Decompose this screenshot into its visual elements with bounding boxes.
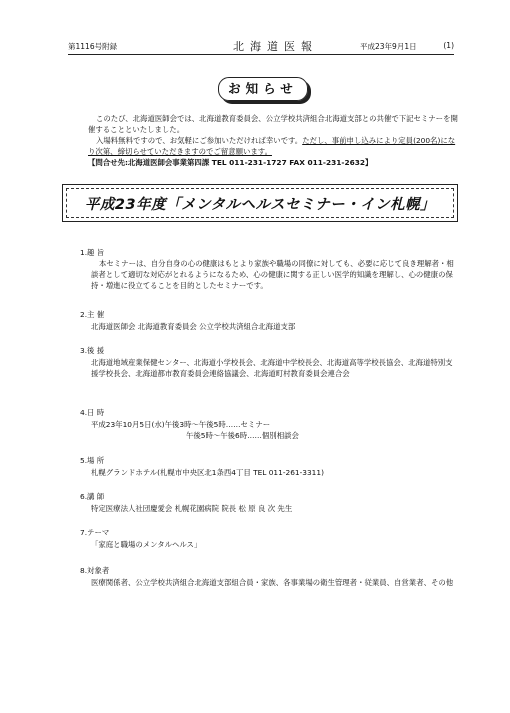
section-body: 北海道医師会 北海道教育委員会 公立学校共済組合北海道支部 — [91, 322, 296, 331]
seminar-title: 平成23年度「メンタルヘルスセミナー・イン札幌」 — [84, 197, 436, 213]
intro-free-admission: 入場料無料ですので、お気軽にご参加いただければ幸いです。 — [96, 136, 303, 145]
section-body: 札幌グランドホテル(札幌市中央区北1条西4丁目 TEL 011-261-3311) — [91, 468, 324, 477]
section-heading: 1.趣 旨 — [80, 248, 105, 257]
page-number: (1) — [443, 41, 454, 50]
schedule-consultation: 午後5時〜午後6時……個別相談会 — [186, 431, 299, 440]
section-heading: 2.主 催 — [80, 310, 105, 319]
section-heading: 4.日 時 — [80, 408, 105, 417]
issue-number: 第1116号附録 — [68, 42, 118, 51]
publication-title: 北海道医報 — [233, 40, 318, 53]
section-body: 特定医療法人社団慶愛会 札幌花園病院 院長 松 原 良 次 先生 — [91, 504, 293, 513]
section-body — [91, 419, 459, 441]
section-body: 医療関係者、公立学校共済組合北海道支部組合員・家族、各事業場の衛生管理者・従業員、自営業者、その他 — [91, 578, 454, 587]
intro-deadline-note: ただし、事前申し込みにより定員(200名)になり次第、締切らせていただきますのでご留意願います。 — [88, 136, 456, 156]
section-heading: 5.場 所 — [80, 456, 105, 465]
section-heading: 3.後 援 — [80, 346, 105, 355]
contact-info: 【問合せ先:北海道医師会事業第四課 TEL 011-231-1727 FAX 011-231-2632】 — [88, 158, 373, 167]
section-heading: 8.対象者 — [80, 566, 110, 575]
section-body: 本セミナーは、自分自身の心の健康はもとより家族や職場の同僚に対しても、必要に応じて良き理解者・相談者として適切な対応がとれるようになるため、心の健康に関する正しい医学的知識を理解し、心の健康の保持・増進に役立てることを目的としたセミナーです。 — [91, 259, 454, 290]
schedule-seminar: 平成23年10月5日(水)午後3時〜午後5時……セミナー — [91, 420, 271, 429]
publication-date: 平成23年9月1日 — [360, 42, 417, 51]
intro-text — [88, 113, 460, 168]
section-heading: 7.テーマ — [80, 528, 110, 537]
section-heading: 6.講 師 — [80, 492, 105, 501]
header-rule — [68, 54, 454, 55]
page-header — [68, 38, 454, 52]
seminar-banner — [62, 184, 458, 222]
section-body: 北海道地域産業保健センター、北海道小学校長会、北海道中学校長会、北海道高等学校長協会、北海道特別支援学校長会、北海道都市教育委員会連絡協議会、北海道町村教育委員会連合会 — [91, 358, 453, 378]
notice-heading: お知らせ — [218, 77, 308, 101]
intro-paragraph-2 — [88, 135, 460, 157]
intro-paragraph-1: このたび、北海道医師会では、北海道教育委員会、公立学校共済組合北海道支部との共催で下記セミナーを開催することといたしました。 — [88, 114, 458, 134]
section-body: 「家庭と職場のメンタルヘルス」 — [91, 540, 202, 549]
